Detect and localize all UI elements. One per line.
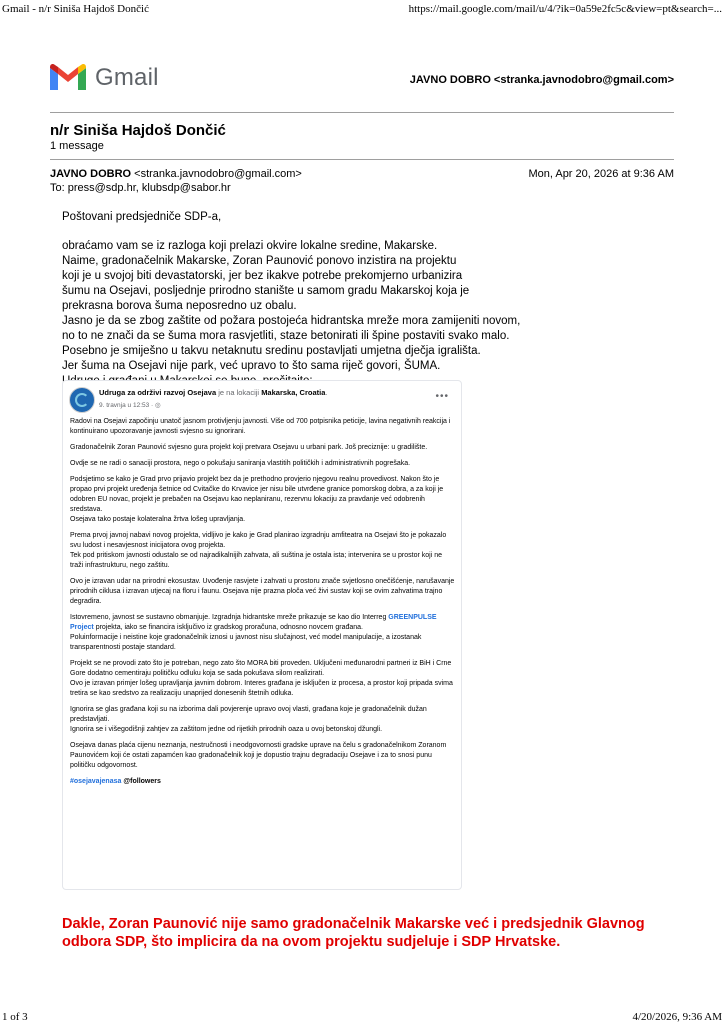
post-text: Poluinformacije i neistine koje gradonačelnik iznosi u javnost nisu slučajnost, već model manipulacije, a izostanak transparentnosti postaje standard. (70, 634, 422, 651)
body-line: no to ne znači da se šuma mora rasvjetliti, staze betonirati ili špine postaviti svako malo. (62, 330, 510, 342)
embedded-post (62, 380, 462, 890)
divider (50, 112, 674, 113)
sender (50, 168, 302, 180)
post-text: Ignorira se i višegodišnji zahtjev za zaštitom jedne od rijetkih prirodnih oaza u ovoj betonskoj džungli. (70, 726, 383, 733)
hashtag-link[interactable]: #osejavajenasa (70, 778, 122, 785)
print-timestamp: 4/20/2026, 9:36 AM (632, 1011, 722, 1023)
post-time-text: 9. travnja u 12:53 · (99, 402, 154, 409)
sender-name: JAVNO DOBRO (50, 168, 132, 180)
avatar (69, 387, 95, 413)
account-address: JAVNO DOBRO <stranka.javnodobro@gmail.com> (409, 74, 674, 86)
gmail-m-icon (50, 64, 86, 92)
post-paragraph: Ovdje se ne radi o sanaciji prostora, nego o pokušaju saniranja vlastitih političkih i administrativnih pogrešaka. (70, 460, 411, 467)
post-tags (70, 777, 455, 787)
divider (50, 159, 674, 160)
body-line: Posebno je smiješno u takvu netaknutu sredinu postavljati umjetna dječja igrališta. (62, 345, 481, 357)
post-paragraph (70, 475, 455, 525)
gmail-wordmark: Gmail (95, 64, 159, 91)
post-text: Ovo je izravan primjer lošeg upravljanja javnim dobrom. Interes građana je isključen iz procesa, a prostor koji pripada svima tretira se kao sredstvo za realizaciju unaprijed donesenih štetnih odluka. (70, 680, 453, 697)
post-paragraph: Ovo je izravan udar na prirodni ekosustav. Uvođenje rasvjete i zahvati u prostoru znače svjetlosno onečišćenje, narušavanje prirodnih ciklusa i izravan utjecaj na floru i faunu. Osejava nije prazna ploča već živi sustav koji se ovim zahvatima trajno degradira. (70, 578, 455, 605)
body-line: obraćamo vam se iz razloga koji prelazi okvire lokalne sredine, Makarske. (62, 240, 438, 252)
post-author: Udruga za održivi razvoj Osejava (99, 388, 217, 397)
message-body (62, 239, 520, 389)
post-text: Projekt se ne provodi zato što je potreban, nego zato što MORA biti proveden. Uključeni međunarodni partneri iz BiH i Crne Gore dodatno cementiraju političku odluku koja se sada pokušava silom realizirati. (70, 660, 452, 677)
post-paragraph: Gradonačelnik Zoran Paunović svjesno gura projekt koji pretvara Osejavu u urbani park. Još preciznije: u gradilište. (70, 444, 428, 451)
post-time (99, 401, 161, 409)
body-line: prekrasna borova šuma neposredno uz obalu. (62, 300, 297, 312)
closing-statement: Dakle, Zoran Paunović nije samo gradonačelnik Makarske već i predsjednik Glavnog odbora SDP, što implicira da na ovom projektu sudjeluje i SDP Hrvatske. (62, 916, 645, 950)
body-line: šumu na Osejavi, posljednje prirodno stanište u samom gradu Makarskoj koja je (62, 285, 470, 297)
post-paragraph: Osejava danas plaća cijenu neznanja, nestručnosti i neodgovornosti gradske uprave na čelu s gradonačelnikom Zoranom Paunovićem koji će ostati zapamćen kao gradonačelnik koji je dopustio trajnu degradaciju Osejave i za to snosi punu političku odgovornost. (70, 742, 447, 769)
post-text: projekta, iako se financira isključivo iz gradskog proračuna, odnosno novcem građana. (95, 624, 364, 631)
globe-icon: ◎ (155, 402, 161, 409)
print-page-number: 1 of 3 (2, 1011, 28, 1023)
post-text: Osejava tako postaje kolateralna žrtva lošeg upravljanja. (70, 516, 246, 523)
sender-email: <stranka.javnodobro@gmail.com> (134, 168, 302, 180)
greenpulse-link[interactable]: GREENPULSE Project (70, 614, 437, 631)
followers-mention: @followers (123, 778, 161, 785)
print-header-title: Gmail - n/r Siniša Hajdoš Dončić (2, 3, 149, 15)
body-line: Naime, gradonačelnik Makarske, Zoran Paunović ponovo inzistira na projektu (62, 255, 457, 267)
post-location: Makarska, Croatia (261, 388, 326, 397)
post-body (70, 417, 455, 793)
post-location-suffix: . (325, 388, 328, 397)
print-header-url: https://mail.google.com/mail/u/4/?ik=0a59e2fc5c&view=pt&search=... (408, 3, 722, 15)
post-text: Ignorira se glas građana koji su na izborima dali povjerenje upravo ovoj vlasti, građana koje je gradonačelnik dužan predstavljati. (70, 706, 427, 723)
body-line: Jer šuma na Osejavi nije park, već upravo to što sama riječ govori, ŠUMA. (62, 360, 441, 372)
post-paragraph (70, 613, 455, 653)
post-location-prefix: je na lokaciji (218, 388, 260, 397)
post-author-line (99, 388, 327, 397)
message-count: 1 message (50, 140, 104, 152)
post-paragraph (70, 659, 455, 699)
body-line: koji je u svojoj biti devastatorski, jer bez ikakve potrebe prekomjerno urbanizira (62, 270, 463, 282)
message-date: Mon, Apr 20, 2026 at 9:36 AM (528, 168, 674, 180)
greeting: Poštovani predsjedniče SDP-a, (62, 211, 222, 223)
post-text: Istovremeno, javnost se sustavno obmanjuje. Izgradnja hidrantske mreže prikazuje se kao dio Interreg (70, 614, 387, 621)
post-header (69, 387, 455, 415)
thread-subject: n/r Siniša Hajdoš Dončić (50, 122, 226, 139)
post-text: Prema prvoj javnoj nabavi novog projekta, vidljivo je kako je Grad planirao izgradnju amfiteatra na Osejavi što je pokazalo svu ludost i nesavjesnost inicijatora ovog projekta. (70, 532, 447, 549)
post-paragraph: Radovi na Osejavi započinju unatoč jasnom protivljenju javnosti. Više od 700 potpisnika peticije, lavina negativnih reakcija i kontinuirano upozoravanje javnosti svjesno su ignorirani. (70, 418, 451, 435)
post-text: Tek pod pritiskom javnosti odustalo se od najradikalnijih zahvata, ali suština je ostala ista; intervenira se u prostor koji ne traži infrastrukturu, nego zaštitu. (70, 552, 442, 569)
post-text: Podsjetimo se kako je Grad prvo prijavio projekt bez da je prethodno provjerio njegovu realnu provedivost. Nakon što je propao prvi projekt uređenja šetnice od Cvitačke do Krvavice jer nisu bile utvrđene granice pomorskog dobra, a za koji je odobren EU novac, projekt je prebačen na Osejavu kao neplaniranu, rezervnu lokaciju za pravdanje već odobrenih sredstava. (70, 476, 444, 513)
post-paragraph (70, 531, 455, 571)
recipients: To: press@sdp.hr, klubsdp@sabor.hr (50, 182, 231, 194)
post-paragraph (70, 705, 455, 735)
gmail-logo (50, 64, 159, 92)
body-line: Jasno je da se zbog zaštite od požara postojeća hidrantska mreže mora zamijeniti novom, (62, 315, 521, 327)
more-options-icon: ••• (435, 391, 449, 402)
